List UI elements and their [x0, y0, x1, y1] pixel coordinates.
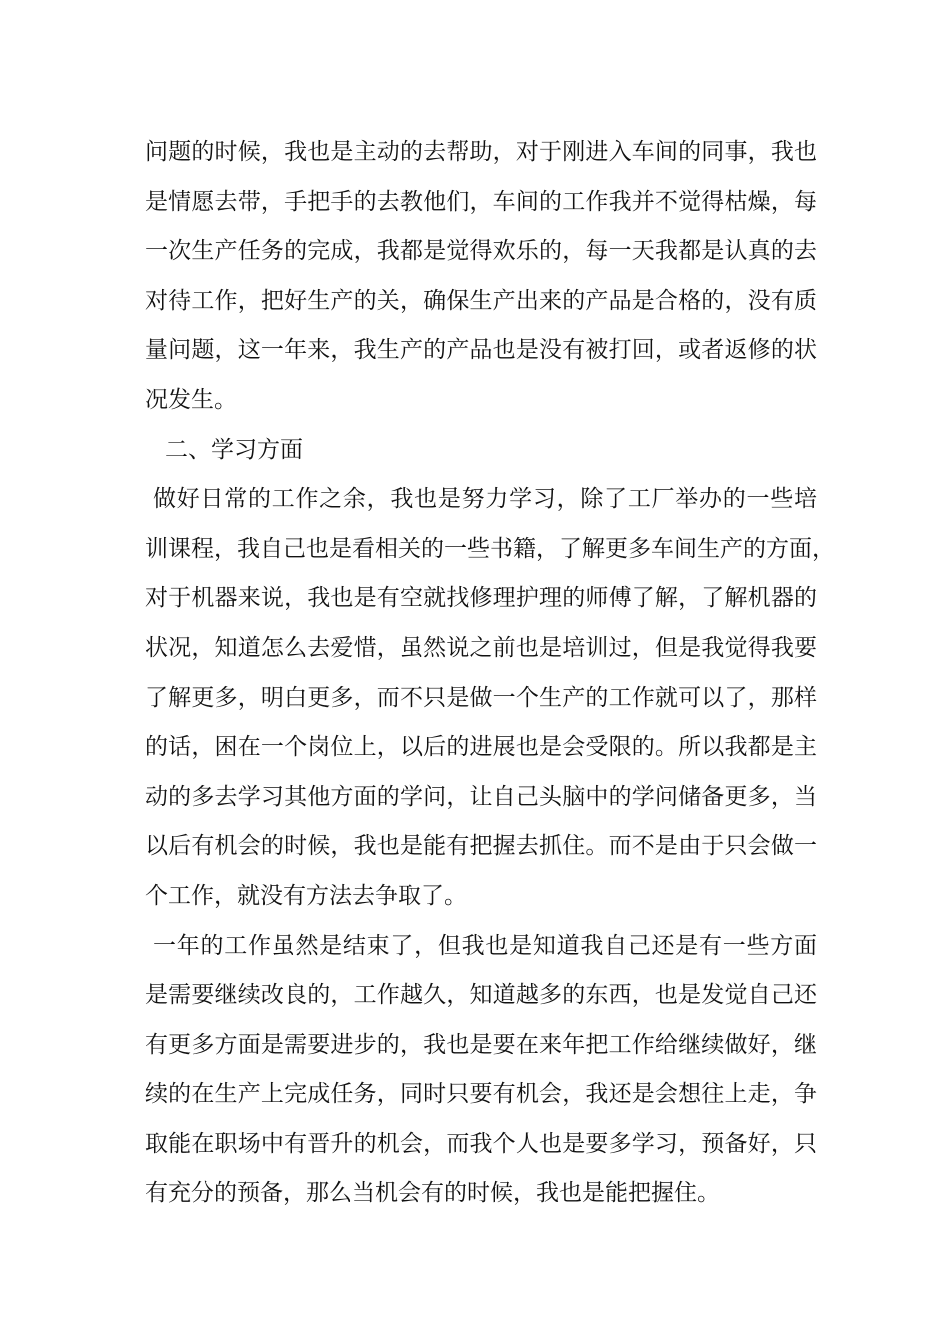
heading-line: 二、学习方面	[165, 436, 303, 463]
text-line: 量问题，这一年来，我生产的产品也是没有被打回，或者返修的状	[145, 337, 817, 364]
text-line: 动的多去学习其他方面的学问，让自己头脑中的学问储备更多，当	[145, 783, 817, 810]
text-line: 的话，困在一个岗位上，以后的进展也是会受限的。所以我都是主	[145, 734, 817, 761]
text-line: 取能在职场中有晋升的机会，而我个人也是要多学习，预备好，只	[145, 1130, 817, 1157]
paragraph-outlook	[145, 922, 817, 1220]
text-line: 续的在生产上完成任务，同时只要有机会，我还是会想往上走，争	[145, 1081, 817, 1108]
text-line: 一次生产任务的完成，我都是觉得欢乐的，每一天我都是认真的去	[145, 238, 817, 265]
text-line: 以后有机会的时候，我也是能有把握去抓住。而不是由于只会做一	[145, 833, 817, 860]
paragraph-work-attitude	[145, 128, 817, 426]
text-line: 训课程，我自己也是看相关的一些书籍，了解更多车间生产的方面，	[145, 535, 835, 562]
text-line: 做好日常的工作之余，我也是努力学习，除了工厂举办的一些培	[153, 486, 817, 513]
section-heading-study	[145, 426, 817, 476]
text-line: 是情愿去带，手把手的去教他们，车间的工作我并不觉得枯燥，每	[145, 188, 817, 215]
paragraph-study	[145, 475, 835, 921]
text-line: 是需要继续改良的，工作越久，知道越多的东西，也是发觉自己还	[145, 982, 817, 1009]
text-line: 有充分的预备，那么当机会有的时候，我也是能把握住。	[145, 1180, 720, 1207]
text-line: 有更多方面是需要进步的，我也是要在来年把工作给继续做好，继	[145, 1031, 817, 1058]
document-body	[145, 128, 835, 1219]
text-line: 了解更多，明白更多，而不只是做一个生产的工作就可以了，那样	[145, 684, 817, 711]
text-line: 况发生。	[145, 386, 237, 413]
text-line: 状况，知道怎么去爱惜，虽然说之前也是培训过，但是我觉得我要	[145, 634, 817, 661]
text-line: 个工作，就没有方法去争取了。	[145, 882, 467, 909]
text-line: 对于机器来说，我也是有空就找修理护理的师傅了解，了解机器的	[145, 585, 817, 612]
text-line: 问题的时候，我也是主动的去帮助，对于刚进入车间的同事，我也	[145, 139, 817, 165]
text-line: 一年的工作虽然是结束了，但我也是知道我自己还是有一些方面	[153, 932, 817, 959]
text-line: 对待工作，把好生产的关，确保生产出来的产品是合格的，没有质	[145, 287, 817, 314]
